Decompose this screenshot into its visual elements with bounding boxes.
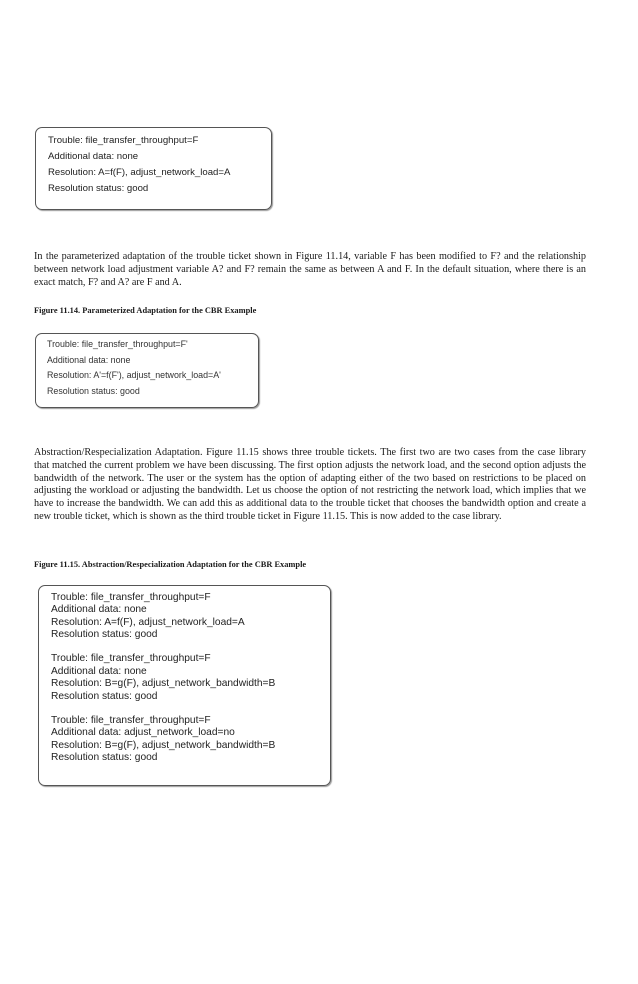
trouble-ticket-box [35, 127, 272, 210]
resolution-line: Resolution: A=f(F), adjust_network_load=A [48, 167, 231, 178]
resolution-status-line: Resolution status: good [48, 183, 149, 194]
resolution-status-line: Resolution status: good [47, 385, 140, 396]
parameterized-adaptation-paragraph: In the parameterized adaptation of the trouble ticket shown in Figure 11.14, variable F has been modified to F? and the relationship between network load adjustment variable A? and F? remain the same as between A and F. In the default situation, where there is an exact match, F? and A? are F and A. [34, 251, 586, 288]
resolution-line: Resolution: B=g(F), adjust_network_bandwidth=B [51, 739, 276, 751]
resolution-status-line: Resolution status: good [51, 629, 158, 641]
trouble-line: Trouble: file_transfer_throughput=F [51, 714, 211, 726]
trouble-ticket-3 [51, 715, 330, 765]
trouble-line: Trouble: file_transfer_throughput=F [51, 592, 211, 603]
trouble-ticket-1 [51, 592, 330, 642]
figure-11-14-ticket-box [35, 333, 259, 408]
resolution-status-line: Resolution status: good [51, 690, 158, 702]
resolution-line: Resolution: B=g(F), adjust_network_bandwidth=B [51, 678, 276, 690]
additional-data-line: Additional data: adjust_network_load=no [51, 727, 235, 739]
trouble-line: Trouble: file_transfer_throughput=F [51, 653, 211, 665]
trouble-ticket-2 [51, 653, 330, 703]
abstraction-adaptation-paragraph: Abstraction/Respecialization Adaptation. Figure 11.15 shows three trouble tickets. The first two are two cases from the case library that matched the current problem we have been discussing. The first option adjusts the network load, and the second option adjusts the bandwidth of the network. The user or the system has the option of adapting either of the two based on restrictions to be placed on adjusting the workload or adjusting the bandwidth. Let us choose the option of not restricting the network load, which implies that we have to increase the bandwidth. We can add this as additional data to the trouble ticket that chooses the bandwidth option and create a new trouble ticket, which is shown as the third trouble ticket in Figure 11.15. This is now added to the case library. [34, 447, 586, 522]
figure-11-15-caption: Figure 11.15. Abstraction/Respecialization Adaptation for the CBR Example [34, 560, 307, 569]
resolution-line: Resolution: A=f(F), adjust_network_load=A [51, 616, 245, 628]
resolution-status-line: Resolution status: good [51, 752, 158, 764]
figure-11-14-caption: Figure 11.14. Parameterized Adaptation for the CBR Example [34, 306, 257, 315]
additional-data-line: Additional data: none [47, 354, 131, 365]
resolution-line: Resolution: A'=f(F'), adjust_network_load=A' [47, 370, 221, 381]
trouble-line: Trouble: file_transfer_throughput=F' [47, 339, 188, 349]
additional-data-line: Additional data: none [48, 151, 139, 162]
trouble-line: Trouble: file_transfer_throughput=F [48, 135, 199, 146]
additional-data-line: Additional data: none [51, 604, 147, 616]
figure-11-15-tickets-box [38, 585, 331, 786]
additional-data-line: Additional data: none [51, 665, 147, 677]
